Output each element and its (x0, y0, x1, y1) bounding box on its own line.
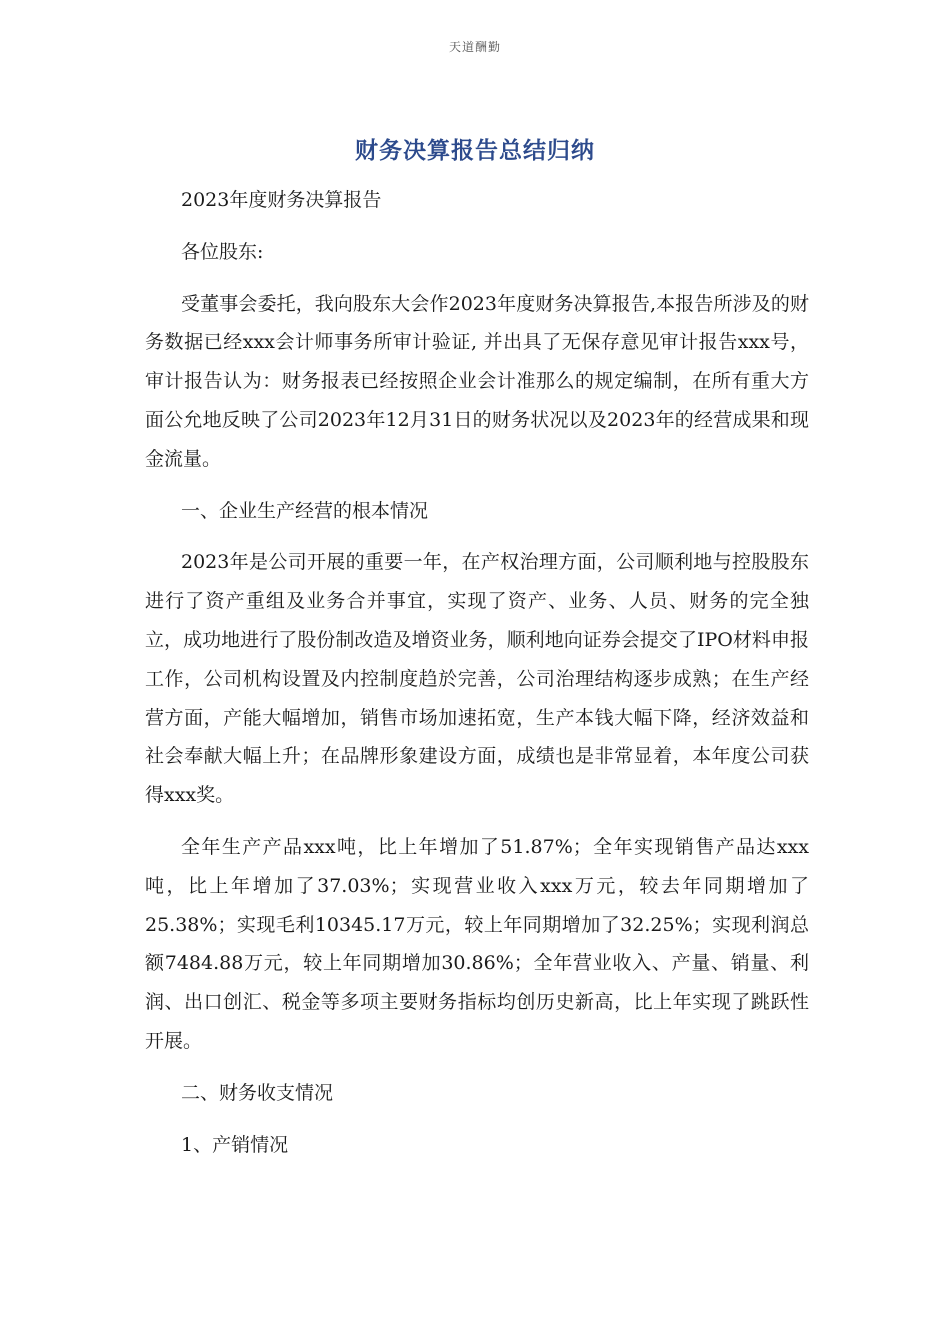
salutation: 各位股东: (181, 240, 264, 263)
document-body (145, 181, 809, 1164)
operations-paragraph: 2023年是公司开展的重要一年，在产权治理方面，公司顺利地与控股股东进行了资产重组及业务合并事宜，实现了资产、业务、人员、财务的完全独立，成功地进行了股份制改造及增资业务，顺利地向证券会提交了IPO材料申报工作，公司机构设置及内控制度趋於完善，公司治理结构逐步成熟；在生产经营方面，产能大幅增加，销售市场加速拓宽，生产本钱大幅下降，经济效益和社会奉献大幅上升；在品牌形象建设方面，成绩也是非常显着，本年度公司获得xxx奖。 (145, 551, 809, 807)
section-heading-1: 一、企业生产经营的根本情况 (181, 499, 429, 522)
section-heading-2: 二、财务收支情况 (181, 1081, 334, 1104)
figures-paragraph: 全年生产产品xxx吨，比上年增加了51.87%；全年实现销售产品达xxx吨，比上年增加了37.03%；实现营业收入xxx万元，较去年同期增加了25.38%；实现毛利10345.17万元，较上年同期增加了32.25%；实现利润总额7484.88万元，较上年同期增加30.86%；全年营业收入、产量、销量、利润、出口创汇、税金等多项主要财务指标均创历史新高，比上年实现了跳跃性开展。 (145, 835, 809, 1052)
document-title: 财务决算报告总结归纳 (355, 138, 595, 164)
intro-paragraph: 受董事会委托，我向股东大会作2023年度财务决算报告,本报告所涉及的财务数据已经xxx会计师事务所审计验证, 并出具了无保存意见审计报告xxx号，审计报告认为：财务报表已经按照企业会计准那么的规定编制，在所有重大方面公允地反映了公司2023年12月31日的财务状况以及2023年的经营成果和现金流量。 (145, 292, 809, 470)
page-header: 天道酬勤 (448, 40, 501, 54)
report-heading: 2023年度财务决算报告 (181, 189, 382, 211)
subsection-heading-1: 1、产销情况 (181, 1133, 289, 1156)
